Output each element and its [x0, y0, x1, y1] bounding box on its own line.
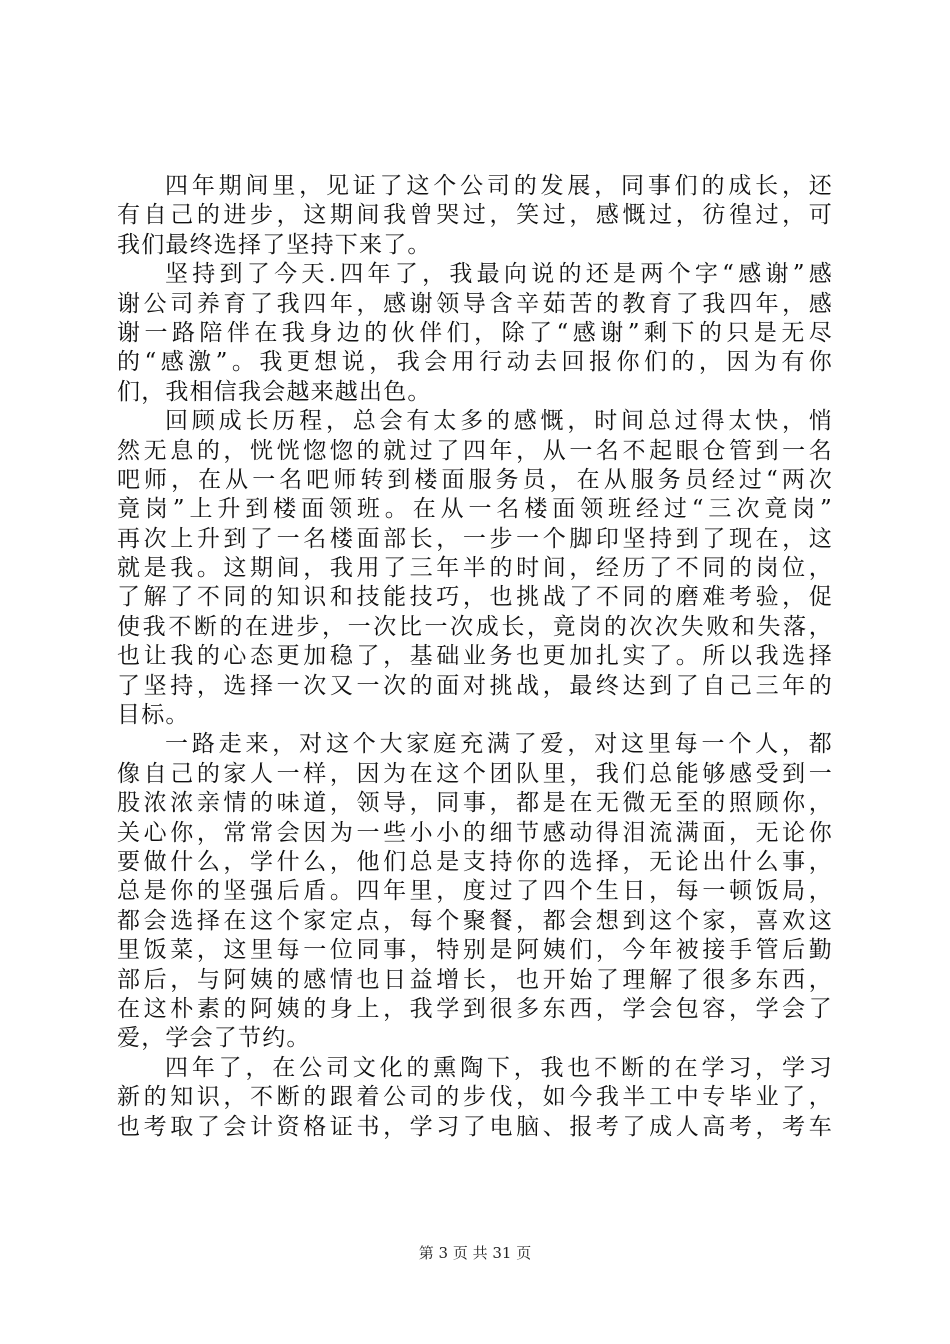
text-line: 爱，学会了节约。	[117, 1025, 311, 1052]
text-line: 竟岗”上升到楼面领班。在从一名楼面领班经过“三次竟岗”	[117, 496, 833, 523]
text-line: 然无息的，恍恍惚惚的就过了四年，从一名不起眼仓管到一名	[117, 437, 833, 464]
text-line: 关心你，常常会因为一些小小的细节感动得泪流满面，无论你	[117, 819, 833, 846]
text-line: 了坚持，选择一次又一次的面对挑战，最终达到了自己三年的	[117, 672, 833, 699]
text-line: 要做什么，学什么，他们总是支持你的选择，无论出什么事，	[117, 848, 833, 875]
paragraph	[117, 730, 833, 1053]
paragraph	[117, 407, 833, 730]
text-line: 目标。	[117, 702, 190, 729]
text-line: 回顾成长历程，总会有太多的感慨，时间总过得太快，悄	[165, 408, 833, 435]
text-line: 吧师，在从一名吧师转到楼面服务员，在从服务员经过“两次	[117, 466, 833, 493]
text-line: 股浓浓亲情的味道，领导，同事，都是在无微无至的照顾你，	[117, 790, 833, 817]
paragraph	[117, 1054, 833, 1142]
text-line: 像自己的家人一样，因为在这个团队里，我们总能够感受到一	[117, 760, 833, 787]
text-line: 四年期间里，见证了这个公司的发展，同事们的成长，还	[165, 173, 833, 199]
page-footer: 第 3 页 共 31 页	[418, 1244, 532, 1262]
text-line: 也考取了会计资格证书，学习了电脑、报考了成人高考，考车	[117, 1113, 833, 1140]
paragraph	[117, 260, 833, 407]
text-line: 了解了不同的知识和技能技巧，也挑战了不同的磨难考验，促	[117, 584, 833, 611]
text-line: 谢一路陪伴在我身边的伙伴们，除了“感谢”剩下的只是无尽	[117, 319, 833, 346]
text-line: 部后，与阿姨的感情也日益增长，也开始了理解了很多东西，	[117, 966, 833, 993]
text-line: 总是你的坚强后盾。四年里，度过了四个生日，每一顿饭局，	[117, 878, 833, 905]
text-line: 都会选择在这个家定点，每个聚餐，都会想到这个家，喜欢这	[117, 907, 833, 934]
text-line: 就是我。这期间，我用了三年半的时间，经历了不同的岗位，	[117, 555, 833, 582]
paragraph	[117, 172, 833, 260]
text-line: 再次上升到了一名楼面部长，一步一个脚印坚持到了现在，这	[117, 525, 833, 552]
text-line: 使我不断的在进步，一次比一次成长，竟岗的次次失败和失落，	[117, 613, 833, 640]
text-line: 也让我的心态更加稳了，基础业务也更加扎实了。所以我选择	[117, 643, 833, 670]
text-line: 的“感激”。我更想说，我会用行动去回报你们的，因为有你	[117, 349, 833, 376]
text-line: 我们最终选择了坚持下来了。	[117, 231, 432, 258]
text-line: 坚持到了今天.四年了，我最向说的还是两个字“感谢”感	[165, 261, 833, 288]
text-line: 里饭菜，这里每一位同事，特别是阿姨们，今年被接手管后勤	[117, 937, 833, 964]
text-line: 有自己的进步，这期间我曾哭过，笑过，感慨过，彷徨过，可	[117, 202, 833, 229]
text-line: 新的知识，不断的跟着公司的步伐，如今我半工中专毕业了，	[117, 1084, 833, 1111]
text-line: 们，我相信我会越来越出色。	[117, 378, 432, 405]
body-text	[117, 172, 833, 1142]
text-line: 四年了，在公司文化的熏陶下，我也不断的在学习，学习	[165, 1054, 833, 1081]
text-line: 一路走来，对这个大家庭充满了爱，对这里每一个人，都	[165, 731, 833, 758]
text-line: 在这朴素的阿姨的身上，我学到很多东西，学会包容，学会了	[117, 995, 833, 1022]
text-line: 谢公司养育了我四年，感谢领导含辛茹苦的教育了我四年，感	[117, 290, 833, 317]
